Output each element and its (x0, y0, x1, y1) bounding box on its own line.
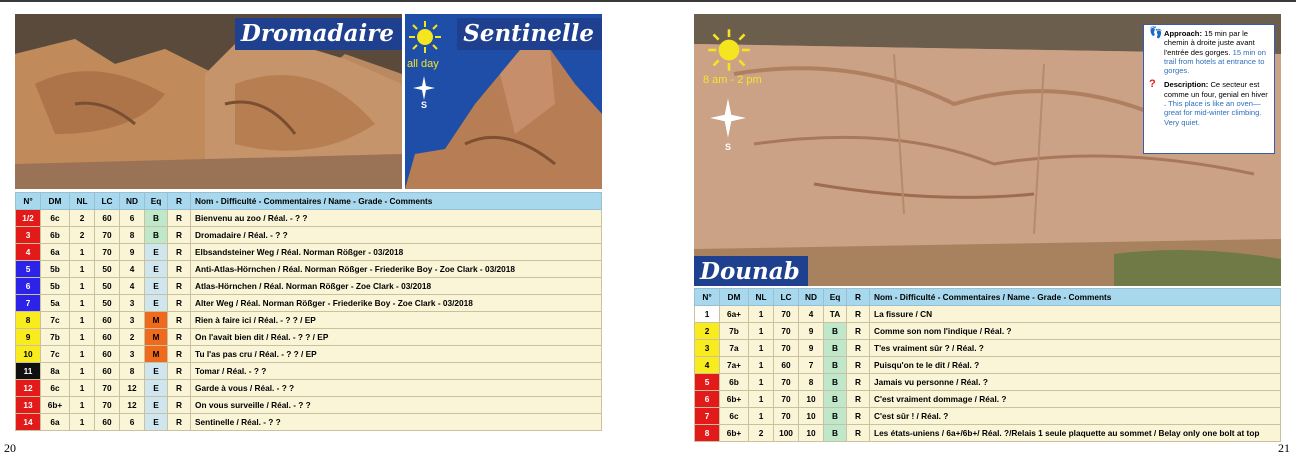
route-length: 70 (95, 227, 120, 244)
table-row (16, 414, 602, 431)
route-pitches: 1 (70, 346, 95, 363)
route-rating: R (847, 306, 870, 323)
route-bolts: 10 (799, 408, 824, 425)
route-rating: R (168, 414, 191, 431)
description-label: Description: (1164, 80, 1209, 90)
route-rating: R (847, 408, 870, 425)
route-number: 13 (16, 397, 41, 414)
sentinelle-photo (405, 14, 602, 189)
table-row (695, 357, 1281, 374)
route-bolts: 4 (120, 261, 145, 278)
route-name: Comme son nom l'indique / Réal. ? (870, 323, 1281, 340)
dounab-photo (694, 14, 1281, 286)
route-pitches: 1 (749, 357, 774, 374)
table-header-row (16, 193, 602, 210)
table-row (16, 312, 602, 329)
route-rating: R (168, 244, 191, 261)
route-equipment: M (145, 329, 168, 346)
route-grade: 6c (41, 210, 70, 227)
route-number: 14 (16, 414, 41, 431)
route-rating: R (847, 357, 870, 374)
route-name: Tomar / Réal. - ? ? (191, 363, 602, 380)
route-bolts: 9 (120, 244, 145, 261)
header-eq: Eq (824, 289, 847, 306)
route-pitches: 1 (749, 323, 774, 340)
table-row (695, 408, 1281, 425)
route-number: 2 (695, 323, 720, 340)
route-grade: 7c (41, 346, 70, 363)
route-number: 6 (695, 391, 720, 408)
route-grade: 7b (41, 329, 70, 346)
route-name: Les états-uniens / 6a+/6b+/ Réal. ?/Relais 1 seule plaquette au sommet / Belay only one bolt at top (870, 425, 1281, 442)
route-rating: R (168, 329, 191, 346)
route-name: On vous surveille / Réal. - ? ? (191, 397, 602, 414)
route-name: C'est vraiment dommage / Réal. ? (870, 391, 1281, 408)
route-length: 70 (95, 244, 120, 261)
route-number: 1/2 (16, 210, 41, 227)
route-grade: 6a+ (720, 306, 749, 323)
route-name: Anti-Atlas-Hörnchen / Réal. Norman Rößger - Friederike Boy - Zoe Clark - 03/2018 (191, 261, 602, 278)
route-name: Rien à faire ici / Réal. - ? ? / EP (191, 312, 602, 329)
route-equipment: B (145, 227, 168, 244)
table-row (16, 210, 602, 227)
route-equipment: E (145, 363, 168, 380)
header-nl: NL (749, 289, 774, 306)
header-number: N° (16, 193, 41, 210)
route-rating: R (168, 278, 191, 295)
route-number: 9 (16, 329, 41, 346)
route-equipment: B (824, 408, 847, 425)
route-number: 8 (16, 312, 41, 329)
route-length: 60 (95, 414, 120, 431)
route-name: Dromadaire / Réal. - ? ? (191, 227, 602, 244)
route-name: Tu l'as pas cru / Réal. - ? ? / EP (191, 346, 602, 363)
header-number: N° (695, 289, 720, 306)
route-rating: R (847, 391, 870, 408)
route-number: 3 (16, 227, 41, 244)
header-name: Nom - Difficulté - Commentaires / Name - Grade - Comments (870, 289, 1281, 306)
route-bolts: 12 (120, 397, 145, 414)
route-length: 100 (774, 425, 799, 442)
table-row (695, 323, 1281, 340)
header-r: R (847, 289, 870, 306)
description-row (1148, 80, 1270, 126)
route-name: Garde à vous / Réal. - ? ? (191, 380, 602, 397)
route-bolts: 9 (799, 340, 824, 357)
route-bolts: 10 (799, 391, 824, 408)
route-rating: R (168, 227, 191, 244)
route-rating: R (168, 210, 191, 227)
route-bolts: 3 (120, 312, 145, 329)
page-number: 20 (4, 441, 16, 455)
approach-label: Approach: (1164, 29, 1202, 38)
route-number: 12 (16, 380, 41, 397)
table-row (16, 329, 602, 346)
route-grade: 5a (41, 295, 70, 312)
route-pitches: 1 (70, 414, 95, 431)
route-name: Jamais vu personne / Réal. ? (870, 374, 1281, 391)
route-rating: R (847, 425, 870, 442)
route-name: Atlas-Hörnchen / Réal. Norman Rößger - Zoe Clark - 03/2018 (191, 278, 602, 295)
route-name: Alter Weg / Réal. Norman Rößger - Friederike Boy - Zoe Clark - 03/2018 (191, 295, 602, 312)
route-length: 60 (95, 210, 120, 227)
route-grade: 7b (720, 323, 749, 340)
table-row (16, 261, 602, 278)
route-bolts: 10 (799, 425, 824, 442)
route-rating: R (168, 346, 191, 363)
route-pitches: 1 (70, 329, 95, 346)
route-pitches: 1 (749, 340, 774, 357)
route-rating: R (168, 397, 191, 414)
route-pitches: 1 (70, 295, 95, 312)
route-equipment: E (145, 414, 168, 431)
table-row (695, 374, 1281, 391)
table-row (16, 278, 602, 295)
route-equipment: E (145, 244, 168, 261)
route-grade: 6b (720, 374, 749, 391)
route-equipment: B (824, 374, 847, 391)
route-pitches: 2 (70, 210, 95, 227)
sun-hours: 8 am - 2 pm (703, 74, 762, 86)
route-name: Bienvenu au zoo / Réal. - ? ? (191, 210, 602, 227)
photo-title-dounab: Dounab (694, 256, 808, 286)
route-equipment: B (824, 391, 847, 408)
route-pitches: 1 (70, 363, 95, 380)
route-grade: 6b+ (720, 425, 749, 442)
compass-icon (413, 76, 435, 100)
route-length: 70 (774, 374, 799, 391)
route-length: 70 (95, 380, 120, 397)
header-name: Nom - Difficulté - Commentaires / Name - Grade - Comments (191, 193, 602, 210)
route-pitches: 1 (749, 391, 774, 408)
table-row (695, 425, 1281, 442)
route-name: La fissure / CN (870, 306, 1281, 323)
table-row (16, 244, 602, 261)
route-number: 5 (695, 374, 720, 391)
route-length: 70 (774, 340, 799, 357)
approach-en: 15 min on trail from hotels at entrance to gorges. (1164, 47, 1266, 76)
route-pitches: 2 (749, 425, 774, 442)
route-bolts: 2 (120, 329, 145, 346)
route-name: Puisqu'on te le dit / Réal. ? (870, 357, 1281, 374)
route-length: 70 (95, 397, 120, 414)
route-number: 4 (16, 244, 41, 261)
route-length: 60 (95, 312, 120, 329)
route-bolts: 12 (120, 380, 145, 397)
route-grade: 7a+ (720, 357, 749, 374)
sun-hours: all day (407, 58, 439, 70)
route-rating: R (168, 295, 191, 312)
route-rating: R (847, 340, 870, 357)
route-grade: 6a (41, 414, 70, 431)
route-number: 7 (16, 295, 41, 312)
route-number: 3 (695, 340, 720, 357)
route-bolts: 8 (799, 374, 824, 391)
table-row (16, 380, 602, 397)
route-length: 60 (95, 329, 120, 346)
route-length: 50 (95, 261, 120, 278)
route-bolts: 6 (120, 414, 145, 431)
table-header-row (695, 289, 1281, 306)
table-row (695, 391, 1281, 408)
right-routes-table (694, 288, 1281, 442)
header-dm: DM (41, 193, 70, 210)
route-number: 5 (16, 261, 41, 278)
header-lc: LC (774, 289, 799, 306)
route-rating: R (168, 363, 191, 380)
table-row (695, 340, 1281, 357)
route-grade: 5b (41, 278, 70, 295)
route-name: On l'avait bien dit / Réal. - ? ? / EP (191, 329, 602, 346)
route-pitches: 1 (749, 374, 774, 391)
route-equipment: TA (824, 306, 847, 323)
compass-label: S (725, 142, 732, 152)
route-pitches: 1 (70, 278, 95, 295)
route-grade: 6b+ (720, 391, 749, 408)
description-en: This place is like an oven—great for mid-winter climbing. Very quiet. (1164, 99, 1262, 127)
left-routes-table (15, 192, 602, 431)
route-bolts: 3 (120, 346, 145, 363)
sun-icon (408, 20, 442, 54)
header-nl: NL (70, 193, 95, 210)
route-pitches: 1 (70, 380, 95, 397)
route-number: 7 (695, 408, 720, 425)
route-pitches: 1 (70, 244, 95, 261)
question-icon: ? (1149, 78, 1156, 91)
route-pitches: 1 (70, 261, 95, 278)
compass-label: S (421, 100, 428, 110)
route-grade: 6c (41, 380, 70, 397)
route-grade: 6c (720, 408, 749, 425)
route-name: Sentinelle / Réal. - ? ? (191, 414, 602, 431)
route-equipment: E (145, 295, 168, 312)
route-bolts: 6 (120, 210, 145, 227)
route-equipment: B (824, 425, 847, 442)
route-rating: R (168, 261, 191, 278)
route-length: 50 (95, 278, 120, 295)
table-row (16, 227, 602, 244)
dromadaire-photo (15, 14, 402, 189)
table-row (695, 306, 1281, 323)
route-length: 60 (95, 363, 120, 380)
route-length: 70 (774, 391, 799, 408)
table-row (16, 363, 602, 380)
route-grade: 7c (41, 312, 70, 329)
route-bolts: 8 (120, 227, 145, 244)
photo-title-sentinelle: Sentinelle (457, 18, 602, 50)
description-fr: Ce secteur est comme un four, genial en hiver . (1164, 80, 1268, 109)
route-length: 70 (774, 408, 799, 425)
route-number: 6 (16, 278, 41, 295)
route-length: 60 (95, 346, 120, 363)
route-equipment: B (824, 323, 847, 340)
route-grade: 7a (720, 340, 749, 357)
route-grade: 8a (41, 363, 70, 380)
route-pitches: 1 (70, 397, 95, 414)
route-number: 10 (16, 346, 41, 363)
route-pitches: 1 (749, 408, 774, 425)
route-bolts: 3 (120, 295, 145, 312)
route-equipment: E (145, 278, 168, 295)
header-eq: Eq (145, 193, 168, 210)
header-lc: LC (95, 193, 120, 210)
route-bolts: 8 (120, 363, 145, 380)
route-name: C'est sûr ! / Réal. ? (870, 408, 1281, 425)
header-r: R (168, 193, 191, 210)
top-border (0, 0, 1296, 2)
route-rating: R (847, 323, 870, 340)
route-number: 11 (16, 363, 41, 380)
route-length: 60 (774, 357, 799, 374)
route-bolts: 7 (799, 357, 824, 374)
route-number: 8 (695, 425, 720, 442)
route-equipment: E (145, 380, 168, 397)
route-grade: 6b (41, 227, 70, 244)
approach-row (1148, 29, 1270, 75)
route-equipment: M (145, 346, 168, 363)
photo-title-dromadaire: Dromadaire (235, 18, 402, 50)
route-equipment: B (824, 357, 847, 374)
route-number: 1 (695, 306, 720, 323)
compass-icon (710, 98, 746, 138)
route-rating: R (847, 374, 870, 391)
route-name: T'es vraiment sûr ? / Réal. ? (870, 340, 1281, 357)
route-rating: R (168, 380, 191, 397)
table-row (16, 295, 602, 312)
route-grade: 5b (41, 261, 70, 278)
route-length: 70 (774, 323, 799, 340)
route-length: 50 (95, 295, 120, 312)
route-bolts: 4 (799, 306, 824, 323)
route-pitches: 1 (70, 312, 95, 329)
route-bolts: 4 (120, 278, 145, 295)
route-name: Elbsandsteiner Weg / Réal. Norman Rößger - 03/2018 (191, 244, 602, 261)
header-nd: ND (799, 289, 824, 306)
header-dm: DM (720, 289, 749, 306)
header-nd: ND (120, 193, 145, 210)
footprints-icon: 👣 (1149, 27, 1163, 39)
route-grade: 6a (41, 244, 70, 261)
sun-icon (707, 28, 751, 72)
route-number: 4 (695, 357, 720, 374)
route-pitches: 2 (70, 227, 95, 244)
table-row (16, 346, 602, 363)
route-length: 70 (774, 306, 799, 323)
route-pitches: 1 (749, 306, 774, 323)
route-grade: 6b+ (41, 397, 70, 414)
route-equipment: B (145, 210, 168, 227)
approach-fr: 15 min par le chemin à droite juste avant l'entrée des gorges. (1164, 29, 1255, 57)
route-equipment: B (824, 340, 847, 357)
table-row (16, 397, 602, 414)
route-equipment: E (145, 261, 168, 278)
info-box (1143, 24, 1275, 154)
route-bolts: 9 (799, 323, 824, 340)
route-equipment: M (145, 312, 168, 329)
route-equipment: E (145, 397, 168, 414)
route-rating: R (168, 312, 191, 329)
page-number: 21 (1278, 441, 1290, 455)
